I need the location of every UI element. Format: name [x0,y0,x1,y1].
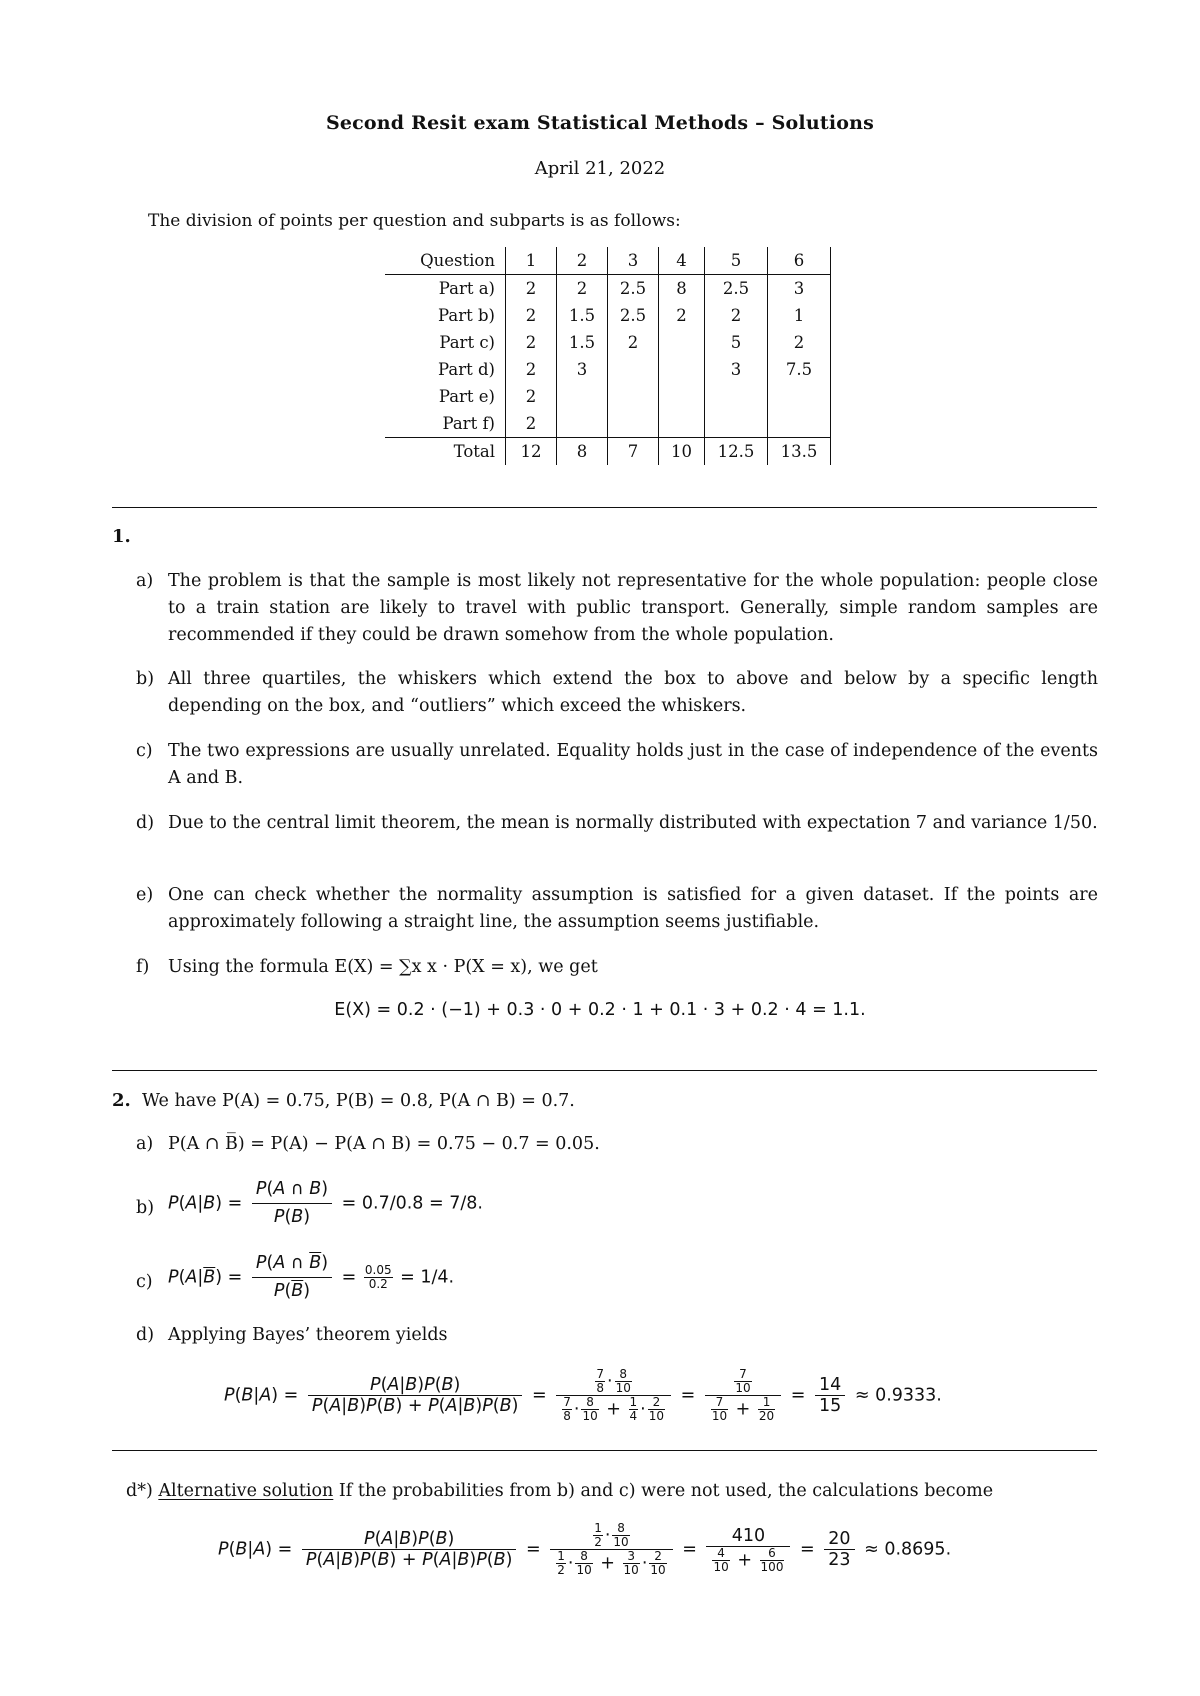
table-cell: 7.5 [768,356,831,383]
answer-text: Applying Bayes’ theorem yields [168,1325,448,1345]
table-cell [608,383,659,410]
fraction: $\frac{7}{10}$ $\frac{7}{10}$ + $\frac{1}{20}$ [705,1368,781,1423]
section-divider [112,1070,1097,1071]
q1-part-a [136,568,1098,649]
table-cell: Part e) [438,387,495,406]
result-text: = 1/4. [400,1267,455,1288]
table-header-cell: 1 [506,247,557,275]
table-cell: Total [385,438,506,466]
table-header-row [385,247,831,275]
table-cell [608,356,659,383]
table-cell [659,383,705,410]
part-label: a) [136,1134,154,1154]
part-label: f) [136,957,150,977]
answer-text: All three quartiles, the whiskers which extend the box to above and below by a specific length depending on the box, and “outliers” which exceed the whiskers. [168,669,1098,716]
q2-part-b [136,1179,1098,1248]
table-cell: Part f) [442,414,495,433]
bayes-equation: P(B|A) = $\frac{P(A|B)P(B)}{P(A|B)P(B) + P(A|\overline{B})P(\overline{B})}$ = $\frac{7}{8}$ · $\frac{8}{10}$ $\frac{7}{8}$ · $\frac{8}{10}$ + $\frac{1}{4}$ · $\frac{2}{10}$ = $\frac{7}{10}$ $\frac{7}{10}$ + $\frac{1}{20}$ = $\frac{14}{15}$ ≈ 0.9333. [224,1367,942,1423]
result-text: ≈ 0.9333. [854,1385,942,1406]
table-cell [768,383,831,410]
table-header-cell: 5 [705,247,768,275]
points-table [385,247,831,465]
conditional-probability-c: $P(A|\overline{B})$ = $\frac{P(A \cap \overline{B})}{P(\overline{B})}$ = $\frac{0.05}{0.2}$ = 1/4. [168,1250,454,1305]
table-cell: 2 [506,329,557,356]
table-cell: 3 [557,356,608,383]
table-cell: 2 [506,383,557,410]
part-label: e) [136,885,154,905]
part-label: b) [136,669,155,689]
table-cell: 2 [768,329,831,356]
question-2-number: 2. [112,1090,131,1111]
alt-label: d*) [126,1481,153,1501]
table-cell: 2 [506,302,557,329]
table-row [385,410,831,438]
table-cell [557,383,608,410]
table-cell: 2.5 [608,302,659,329]
result-text: = 0.7/0.8 = 7/8. [341,1193,483,1214]
q2-part-d [136,1322,1098,1349]
part-label: b) [136,1198,155,1218]
table-cell: 8 [557,438,608,466]
table-cell: 2 [557,275,608,303]
table-cell: 7 [608,438,659,466]
table-header-cell: 6 [768,247,831,275]
table-cell: 2 [506,275,557,303]
q1-part-c [136,738,1098,792]
fraction: $\frac{P(A|B)P(B)}{P(A|B)P(B) + P(A|\overline{B})P(\overline{B})}$ [302,1529,517,1570]
q1-part-e [136,882,1098,936]
fraction: 410 $\frac{4}{10}$ + $\frac{6}{100}$ [706,1526,790,1574]
table-cell [768,410,831,438]
fraction: $\frac{1}{2}$ · $\frac{8}{10}$ $\frac{1}{2}$ · $\frac{8}{10}$ + $\frac{3}{10}$ · $\frac{2}{10}$ [550,1522,672,1577]
table-cell: 13.5 [768,438,831,466]
table-row [385,275,831,303]
conditional-probability-b: P(A|B) = $\frac{P(A \cap B)}{P(B)}$ = 0.7/0.8 = 7/8. [168,1176,483,1231]
question-2-intro: We have P(A) = 0.75, P(B) = 0.8, P(A ∩ B) = 0.7. [142,1091,575,1111]
q1-part-d [136,810,1098,837]
table-cell: 1 [768,302,831,329]
points-intro: The division of points per question and subparts is as follows: [148,211,681,231]
table-header-cell: 3 [608,247,659,275]
expectation-equation: E(X) = 0.2 · (−1) + 0.3 · 0 + 0.2 · 1 + 0.1 · 3 + 0.2 · 4 = 1.1. [334,1000,866,1020]
table-cell: 2 [506,356,557,383]
part-label: c) [136,741,153,761]
table-row [385,383,831,410]
alt-title: Alternative solution [158,1481,334,1501]
section-divider [112,507,1097,508]
alt-text: If the probabilities from b) and c) were not used, the calculations become [338,1481,994,1501]
table-cell: 3 [768,275,831,303]
table-cell: 8 [659,275,705,303]
answer-text: The two expressions are usually unrelated. Equality holds just in the case of independence of the events A and B. [168,741,1098,788]
fraction: $\frac{20}{23}$ [824,1529,854,1570]
table-cell: 10 [659,438,705,466]
table-cell: 2.5 [608,275,659,303]
table-cell [705,383,768,410]
q1-part-b [136,666,1098,720]
table-cell: 3 [705,356,768,383]
part-label: c) [136,1272,153,1292]
table-header-cell: 2 [557,247,608,275]
alternative-bayes-equation: P(B|A) = $\frac{P(A|B)P(B)}{P(A|B)P(B) + P(A|\overline{B})P(\overline{B})}$ = $\frac{1}{2}$ · $\frac{8}{10}$ $\frac{1}{2}$ · $\frac{8}{10}$ + $\frac{3}{10}$ · $\frac{2}{10}$ = 410 $\frac{4}{10}$ + $\frac{6}{100}$ = $\frac{20}{23}$ ≈ 0.8695. [218,1521,952,1577]
q1-part-f [136,954,1098,981]
table-cell: 2 [608,329,659,356]
table-cell: Part a) [438,279,495,298]
answer-text: P(A ∩ B̅) = P(A) − P(A ∩ B) = 0.75 − 0.7 = 0.05. [168,1134,600,1154]
answer-text: Using the formula E(X) = ∑x x · P(X = x), we get [168,957,598,977]
part-label: d) [136,813,155,833]
part-label: a) [136,571,154,591]
table-total-row [385,438,831,466]
table-cell: Part d) [438,360,495,379]
part-label: d) [136,1325,155,1345]
fraction: $\frac{P(A|B)P(B)}{P(A|B)P(B) + P(A|\overline{B})P(\overline{B})}$ [308,1375,523,1416]
q2-part-a [136,1131,1098,1158]
table-cell [557,410,608,438]
table-cell: 5 [705,329,768,356]
table-cell: 2 [506,410,557,438]
table-cell: 12 [506,438,557,466]
fraction: $\frac{7}{8}$ · $\frac{8}{10}$ $\frac{7}{8}$ · $\frac{8}{10}$ + $\frac{1}{4}$ · $\frac{2}{10}$ [556,1368,671,1423]
table-cell: 2 [659,302,705,329]
small-fraction: $\frac{0.05}{0.2}$ [364,1263,392,1291]
table-cell: Part c) [439,333,495,352]
section-divider [112,1450,1097,1451]
table-cell: 1.5 [557,329,608,356]
alternative-solution-heading [126,1478,993,1505]
table-row [385,329,831,356]
page-title: Second Resit exam Statistical Methods – Solutions [325,112,875,134]
q2-part-c [136,1253,1098,1322]
question-1-number: 1. [112,526,131,547]
table-cell: 2.5 [705,275,768,303]
fraction: $\frac{P(A \cap \overline{B})}{P(\overline{B})}$ [252,1250,332,1305]
table-header-cell: 4 [659,247,705,275]
fraction: $\frac{P(A \cap B)}{P(B)}$ [252,1176,332,1231]
table-row [385,302,831,329]
table-cell [608,410,659,438]
table-cell: 2 [705,302,768,329]
answer-text: The problem is that the sample is most likely not representative for the whole population: people close to a train station are likely to travel with public transport. Generally, simple random samples are recommended if they could be drawn somehow from the whole population. [168,571,1098,645]
fraction: $\frac{14}{15}$ [815,1375,845,1416]
table-row [385,356,831,383]
exam-date: April 21, 2022 [534,158,666,179]
table-cell: Part b) [438,306,495,325]
table-cell: 12.5 [705,438,768,466]
table-cell [659,329,705,356]
table-cell [659,410,705,438]
table-cell [705,410,768,438]
table-cell [659,356,705,383]
result-text: ≈ 0.8695. [864,1539,952,1560]
table-cell: 1.5 [557,302,608,329]
answer-text: Due to the central limit theorem, the mean is normally distributed with expectation 7 and variance 1/50. [168,813,1098,833]
answer-text: One can check whether the normality assumption is satisfied for a given dataset. If the points are approximately following a straight line, the assumption seems justifiable. [168,885,1098,932]
table-header-cell: Question [385,247,506,275]
